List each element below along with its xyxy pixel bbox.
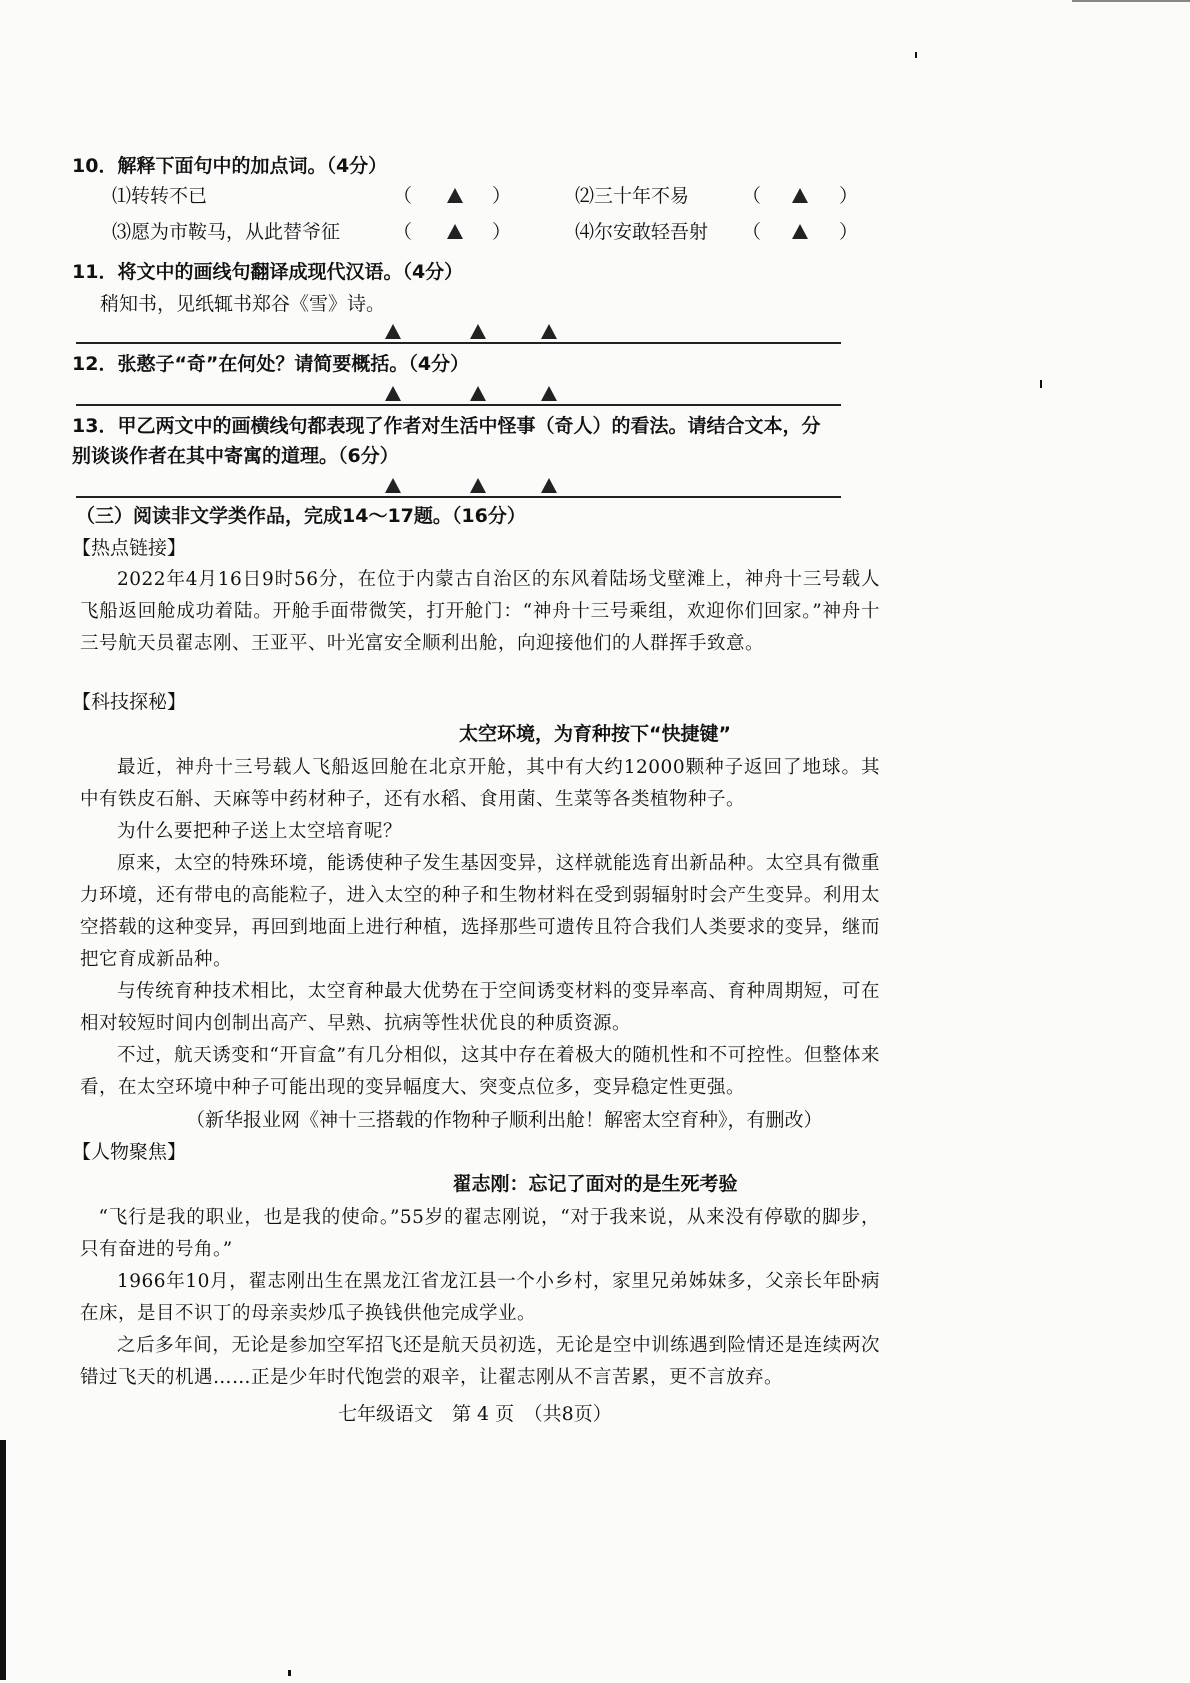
q13-line-1: 13．甲乙两文中的画横线句都表现了作者对生活中怪事（奇人）的看法。请结合文本，分 — [72, 415, 821, 437]
answer-line — [76, 404, 841, 406]
answer-triangle-icon — [541, 386, 557, 401]
q10-paren-right-2: ） — [839, 185, 859, 207]
q10-paren-left-3: （ — [393, 221, 413, 243]
q11-title: 11．将文中的画线句翻译成现代汉语。（4分） — [72, 261, 464, 283]
q10-paren-right-1: ） — [492, 185, 512, 207]
q10-item-1: ⑴转转不已 — [112, 185, 208, 207]
answer-triangle-icon — [470, 478, 486, 493]
scan-speck — [288, 1670, 291, 1676]
q11-sentence: 稍知书，见纸辄书郑谷《雪》诗。 — [100, 293, 386, 315]
answer-line — [76, 342, 841, 344]
scan-edge-mark — [0, 1440, 6, 1680]
answer-line — [76, 496, 841, 498]
people-article-title: 翟志刚：忘记了面对的是生死考验 — [452, 1173, 738, 1195]
people-paragraph-1: “飞行是我的职业，也是我的使命。”55岁的翟志刚说，“对于我来说，从来没有停歇的脚步，只有奋进的号角。” — [80, 1207, 880, 1260]
q10-paren-right-3: ） — [492, 221, 512, 243]
q10-paren-right-4: ） — [839, 221, 859, 243]
answer-triangle-icon — [470, 386, 486, 401]
people-paragraph-2: 1966年10月，翟志刚出生在黑龙江省龙江县一个小乡村，家里兄弟姊妹多，父亲长年卧病在床，是目不识丁的母亲卖炒瓜子换钱供他完成学业。 — [80, 1271, 880, 1324]
q13-line-2: 别谈谈作者在其中寄寓的道理。（6分） — [72, 445, 399, 467]
scan-edge-mark — [1072, 0, 1190, 2]
section-3-title: （三）阅读非文学类作品，完成14～17题。（16分） — [76, 505, 526, 527]
q10-title: 10．解释下面句中的加点词。（4分） — [72, 155, 388, 177]
q10-paren-left-1: （ — [393, 185, 413, 207]
q10-paren-left-4: （ — [742, 221, 762, 243]
answer-triangle-icon — [447, 224, 463, 239]
answer-triangle-icon — [385, 478, 401, 493]
q10-item-2: ⑵三十年不易 — [575, 185, 690, 207]
answer-triangle-icon — [447, 188, 463, 203]
q10-item-3: ⑶愿为市鞍马，从此替爷征 — [112, 221, 341, 243]
page-footer: 七年级语文 第 4 页 （共8页） — [338, 1403, 612, 1425]
answer-triangle-icon — [792, 224, 808, 239]
tech-article-title: 太空环境，为育种按下“快捷键” — [459, 723, 731, 745]
q10-paren-left-2: （ — [742, 185, 762, 207]
tech-paragraph-4: 与传统育种技术相比，太空育种最大优势在于空间诱变材料的变异率高、育种周期短，可在相对较短时间内创制出高产、早熟、抗病等性状优良的种质资源。 — [80, 981, 880, 1034]
q10-item-4: ⑷尔安敢轻吾射 — [575, 221, 709, 243]
tech-source: （新华报业网《神十三搭载的作物种子顺利出舱！解密太空育种》，有删改） — [186, 1109, 823, 1131]
scan-speck — [915, 52, 917, 58]
tech-paragraph-5: 不过，航天诱变和“开盲盒”有几分相似，这其中存在着极大的随机性和不可控性。但整体来看，在太空环境中种子可能出现的变异幅度大、突变点位多，变异稳定性更强。 — [80, 1045, 880, 1098]
answer-triangle-icon — [470, 324, 486, 339]
answer-triangle-icon — [385, 386, 401, 401]
answer-triangle-icon — [792, 188, 808, 203]
hot-link-paragraph: 2022年4月16日9时56分，在位于内蒙古自治区的东风着陆场戈壁滩上，神舟十三号载人飞船返回舱成功着陆。开舱手面带微笑，打开舱门：“神舟十三号乘组，欢迎你们回家。”神舟十三号航天员翟志刚、王亚平、叶光富安全顺利出舱，向迎接他们的人群挥手致意。 — [80, 569, 880, 654]
answer-triangle-icon — [541, 478, 557, 493]
tech-paragraph-2: 为什么要把种子送上太空培育呢？ — [117, 821, 403, 842]
q12-title: 12．张憨子“奇”在何处？请简要概括。（4分） — [72, 353, 470, 375]
answer-triangle-icon — [541, 324, 557, 339]
scan-speck — [1040, 380, 1042, 388]
people-heading: 【人物聚焦】 — [72, 1141, 187, 1163]
tech-paragraph-1: 最近，神舟十三号载人飞船返回舱在北京开舱，其中有大约12000颗种子返回了地球。其中有铁皮石斛、天麻等中药材种子，还有水稻、食用菌、生菜等各类植物种子。 — [80, 757, 880, 810]
tech-paragraph-3: 原来，太空的特殊环境，能诱使种子发生基因变异，这样就能选育出新品种。太空具有微重力环境，还有带电的高能粒子，进入太空的种子和生物材料在受到弱辐射时会产生变异。利用太空搭载的这种变异，再回到地面上进行种植，选择那些可遗传且符合我们人类要求的变异，继而把它育成新品种。 — [80, 853, 880, 970]
answer-triangle-icon — [385, 324, 401, 339]
tech-heading: 【科技探秘】 — [72, 691, 187, 713]
people-paragraph-3: 之后多年间，无论是参加空军招飞还是航天员初选，无论是空中训练遇到险情还是连续两次错过飞天的机遇……正是少年时代饱尝的艰辛，让翟志刚从不言苦累，更不言放弃。 — [80, 1335, 880, 1388]
hot-link-heading: 【热点链接】 — [72, 537, 187, 559]
